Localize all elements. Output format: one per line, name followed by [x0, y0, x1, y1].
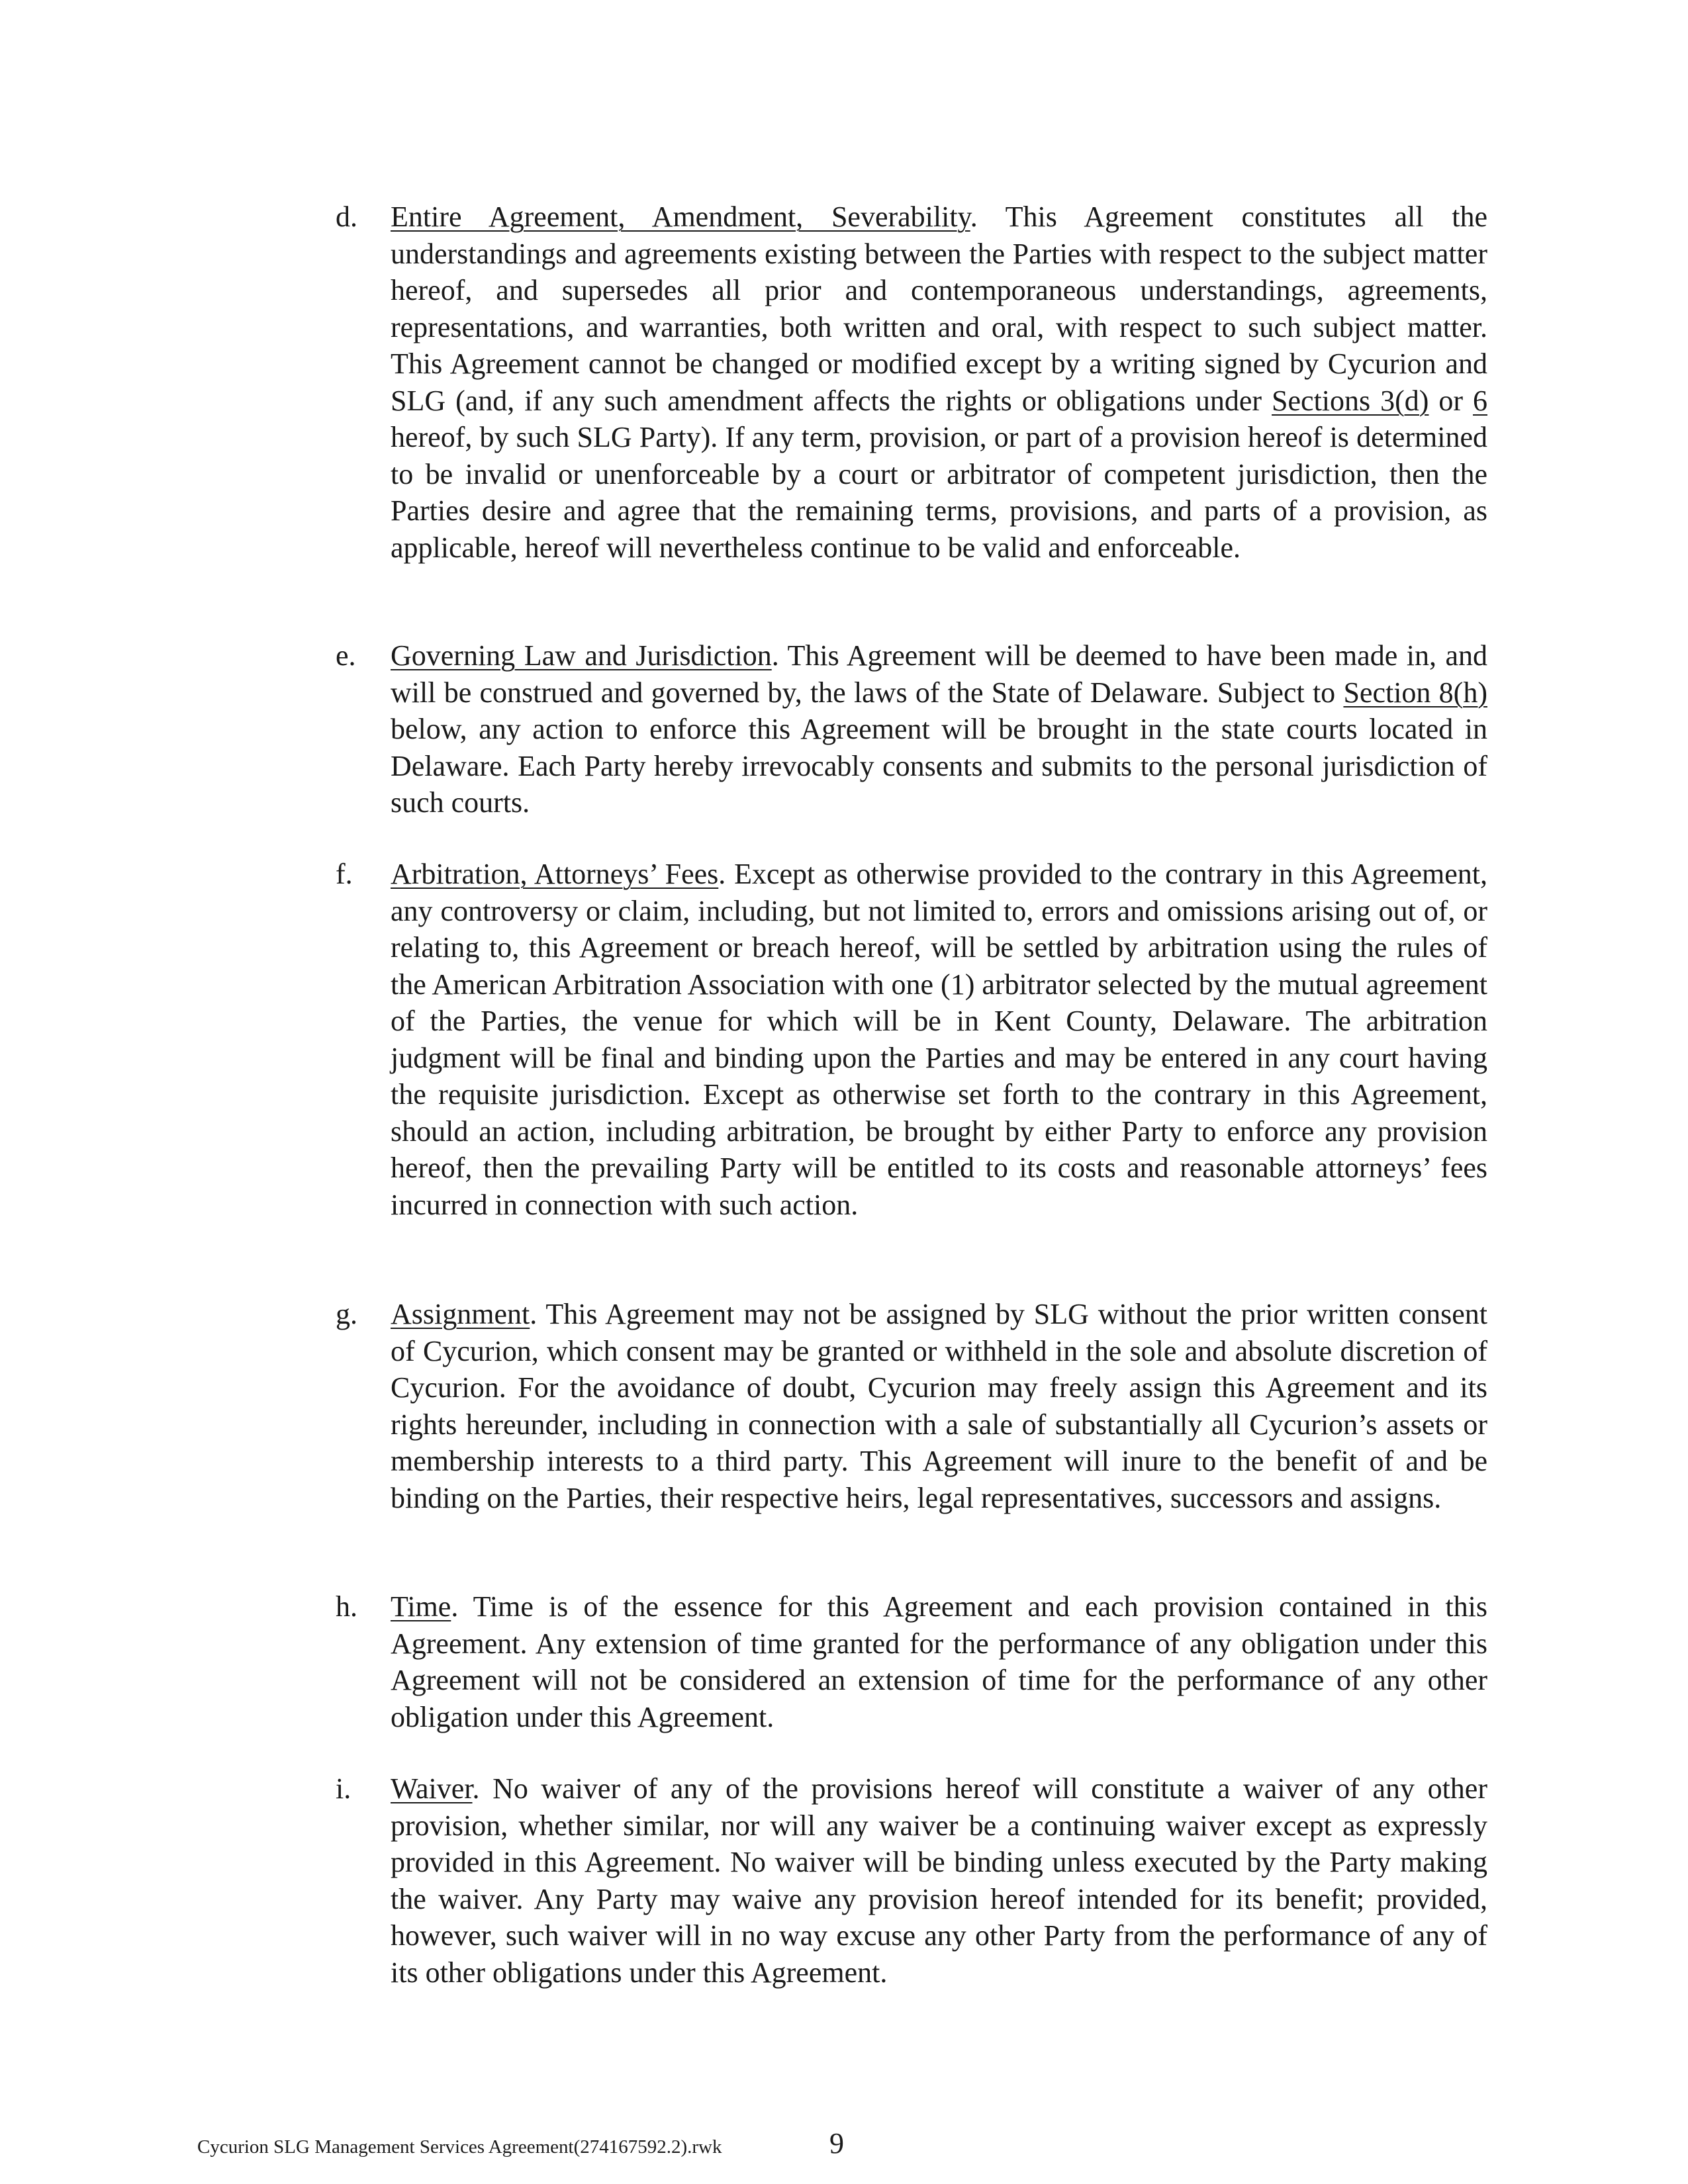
section-text: . Except as otherwise provided to the contrary in this Agreement, any controversy or claim, including, but not limited to, errors and omissions arising out of, or relating to, this Agreement or breach hereof, will be settled by arbitration using the rules of the American Arbitration Association with one (1) arbitrator selected by the mutual agreement of the Parties, the venue for which will be in Kent County, Delaware. The arbitration judgment will be final and binding upon the Parties and may be entered in any court having the requisite jurisdiction. Except as otherwise set forth to the contrary in this Agreement, should an action, including arbitration, be brought by either Party to enforce any provision hereof, then the prevailing Party will be entitled to its costs and reasonable attorneys’ fees incurred in connection with such action. [391, 858, 1487, 1221]
section-text: or [1429, 384, 1474, 417]
section-f [336, 856, 1487, 1223]
section-body [391, 1770, 1487, 1991]
section-heading: Waiver [391, 1772, 473, 1805]
footer-page-number: 9 [829, 2127, 844, 2160]
section-label: g. [336, 1298, 357, 1330]
section-heading: Time [391, 1590, 451, 1623]
section-h [336, 1588, 1487, 1735]
section-label: d. [336, 201, 357, 233]
section-e [336, 637, 1487, 821]
cross-reference: 6 [1473, 384, 1488, 417]
cross-reference: Sections 3(d) [1272, 384, 1429, 417]
section-body [391, 1296, 1487, 1516]
section-d [336, 199, 1487, 566]
section-label: f. [336, 858, 353, 890]
section-heading: Arbitration, Attorneys’ Fees [391, 858, 719, 890]
section-body [391, 1588, 1487, 1735]
section-body [391, 199, 1487, 566]
section-heading: Entire Agreement, Amendment, Severability [391, 201, 970, 233]
section-text: . No waiver of any of the provisions hereof will constitute a waiver of any other provision, whether similar, nor will any waiver be a continuing waiver except as expressly provided in this Agreement. No waiver will be binding unless executed by the Party making the waiver. Any Party may waive any provision hereof intended for its benefit; provided, however, such waiver will in no way excuse any other Party from the performance of any of its other obligations under this Agreement. [391, 1772, 1487, 1989]
section-text: . This Agreement may not be assigned by SLG without the prior written consent of Cycurion, which consent may be granted or withheld in the sole and absolute discretion of Cycurion. For the avoidance of doubt, Cycurion may freely assign this Agreement and its rights hereunder, including in connection with a sale of substantially all Cycurion’s assets or membership interests to a third party. This Agreement will inure to the benefit of and be binding on the Parties, their respective heirs, legal representatives, successors and assigns. [391, 1298, 1487, 1514]
section-text: hereof, by such SLG Party). If any term, provision, or part of a provision hereof is determined to be invalid or unenforceable by a court or arbitrator of competent jurisdiction, then the Parties desire and agree that the remaining terms, provisions, and parts of a provision, as applicable, hereof will nevertheless continue to be valid and enforceable. [391, 421, 1487, 564]
section-text: . This Agreement will be deemed to have been made in, and will be construed and governed by, the laws of the State of Delaware. Subject to [391, 639, 1487, 709]
section-label: h. [336, 1590, 357, 1623]
cross-reference: Section 8(h) [1343, 676, 1487, 709]
section-body [391, 637, 1487, 821]
section-label: i. [336, 1772, 352, 1805]
section-text: . This Agreement constitutes all the understandings and agreements existing between the Parties with respect to the subject matter hereof, and supersedes all prior and contemporaneous understandings, agreements, representations, and warranties, both written and oral, with respect to such subject matter. This Agreement cannot be changed or modified except by a writing signed by Cycurion and SLG (and, if any such amendment affects the rights or obligations under [391, 201, 1487, 417]
section-heading: Governing Law and Jurisdiction [391, 639, 772, 672]
section-body [391, 856, 1487, 1223]
section-text: . Time is of the essence for this Agreement and each provision contained in this Agreement. Any extension of time granted for the performance of any obligation under this Agreement will not be considered an extension of time for the performance of any other obligation under this Agreement. [391, 1590, 1487, 1733]
section-g [336, 1296, 1487, 1516]
section-text: below, any action to enforce this Agreement will be brought in the state courts located in Delaware. Each Party hereby irrevocably consents and submits to the personal jurisdiction of such courts. [391, 713, 1487, 819]
footer-document-name: Cycurion SLG Management Services Agreement(274167592.2).rwk [197, 2136, 722, 2158]
section-label: e. [336, 639, 356, 672]
section-heading: Assignment [391, 1298, 530, 1330]
section-i [336, 1770, 1487, 1991]
